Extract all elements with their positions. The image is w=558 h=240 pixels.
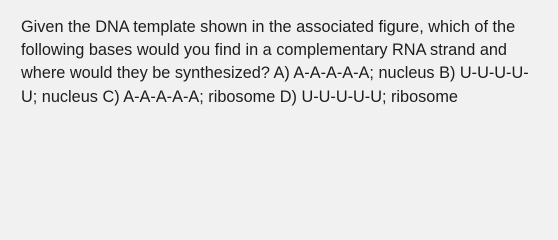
question-text: Given the DNA template shown in the associated figure, which of the following bases would you find in a complementary RNA strand and where would they be synthesized? A) A-A-A-A-A; nucleus B) U-U-U-U-U; nucleus C) A-A-A-A-A; ribosome D) U-U-U-U-U; ribosome [21,18,529,106]
